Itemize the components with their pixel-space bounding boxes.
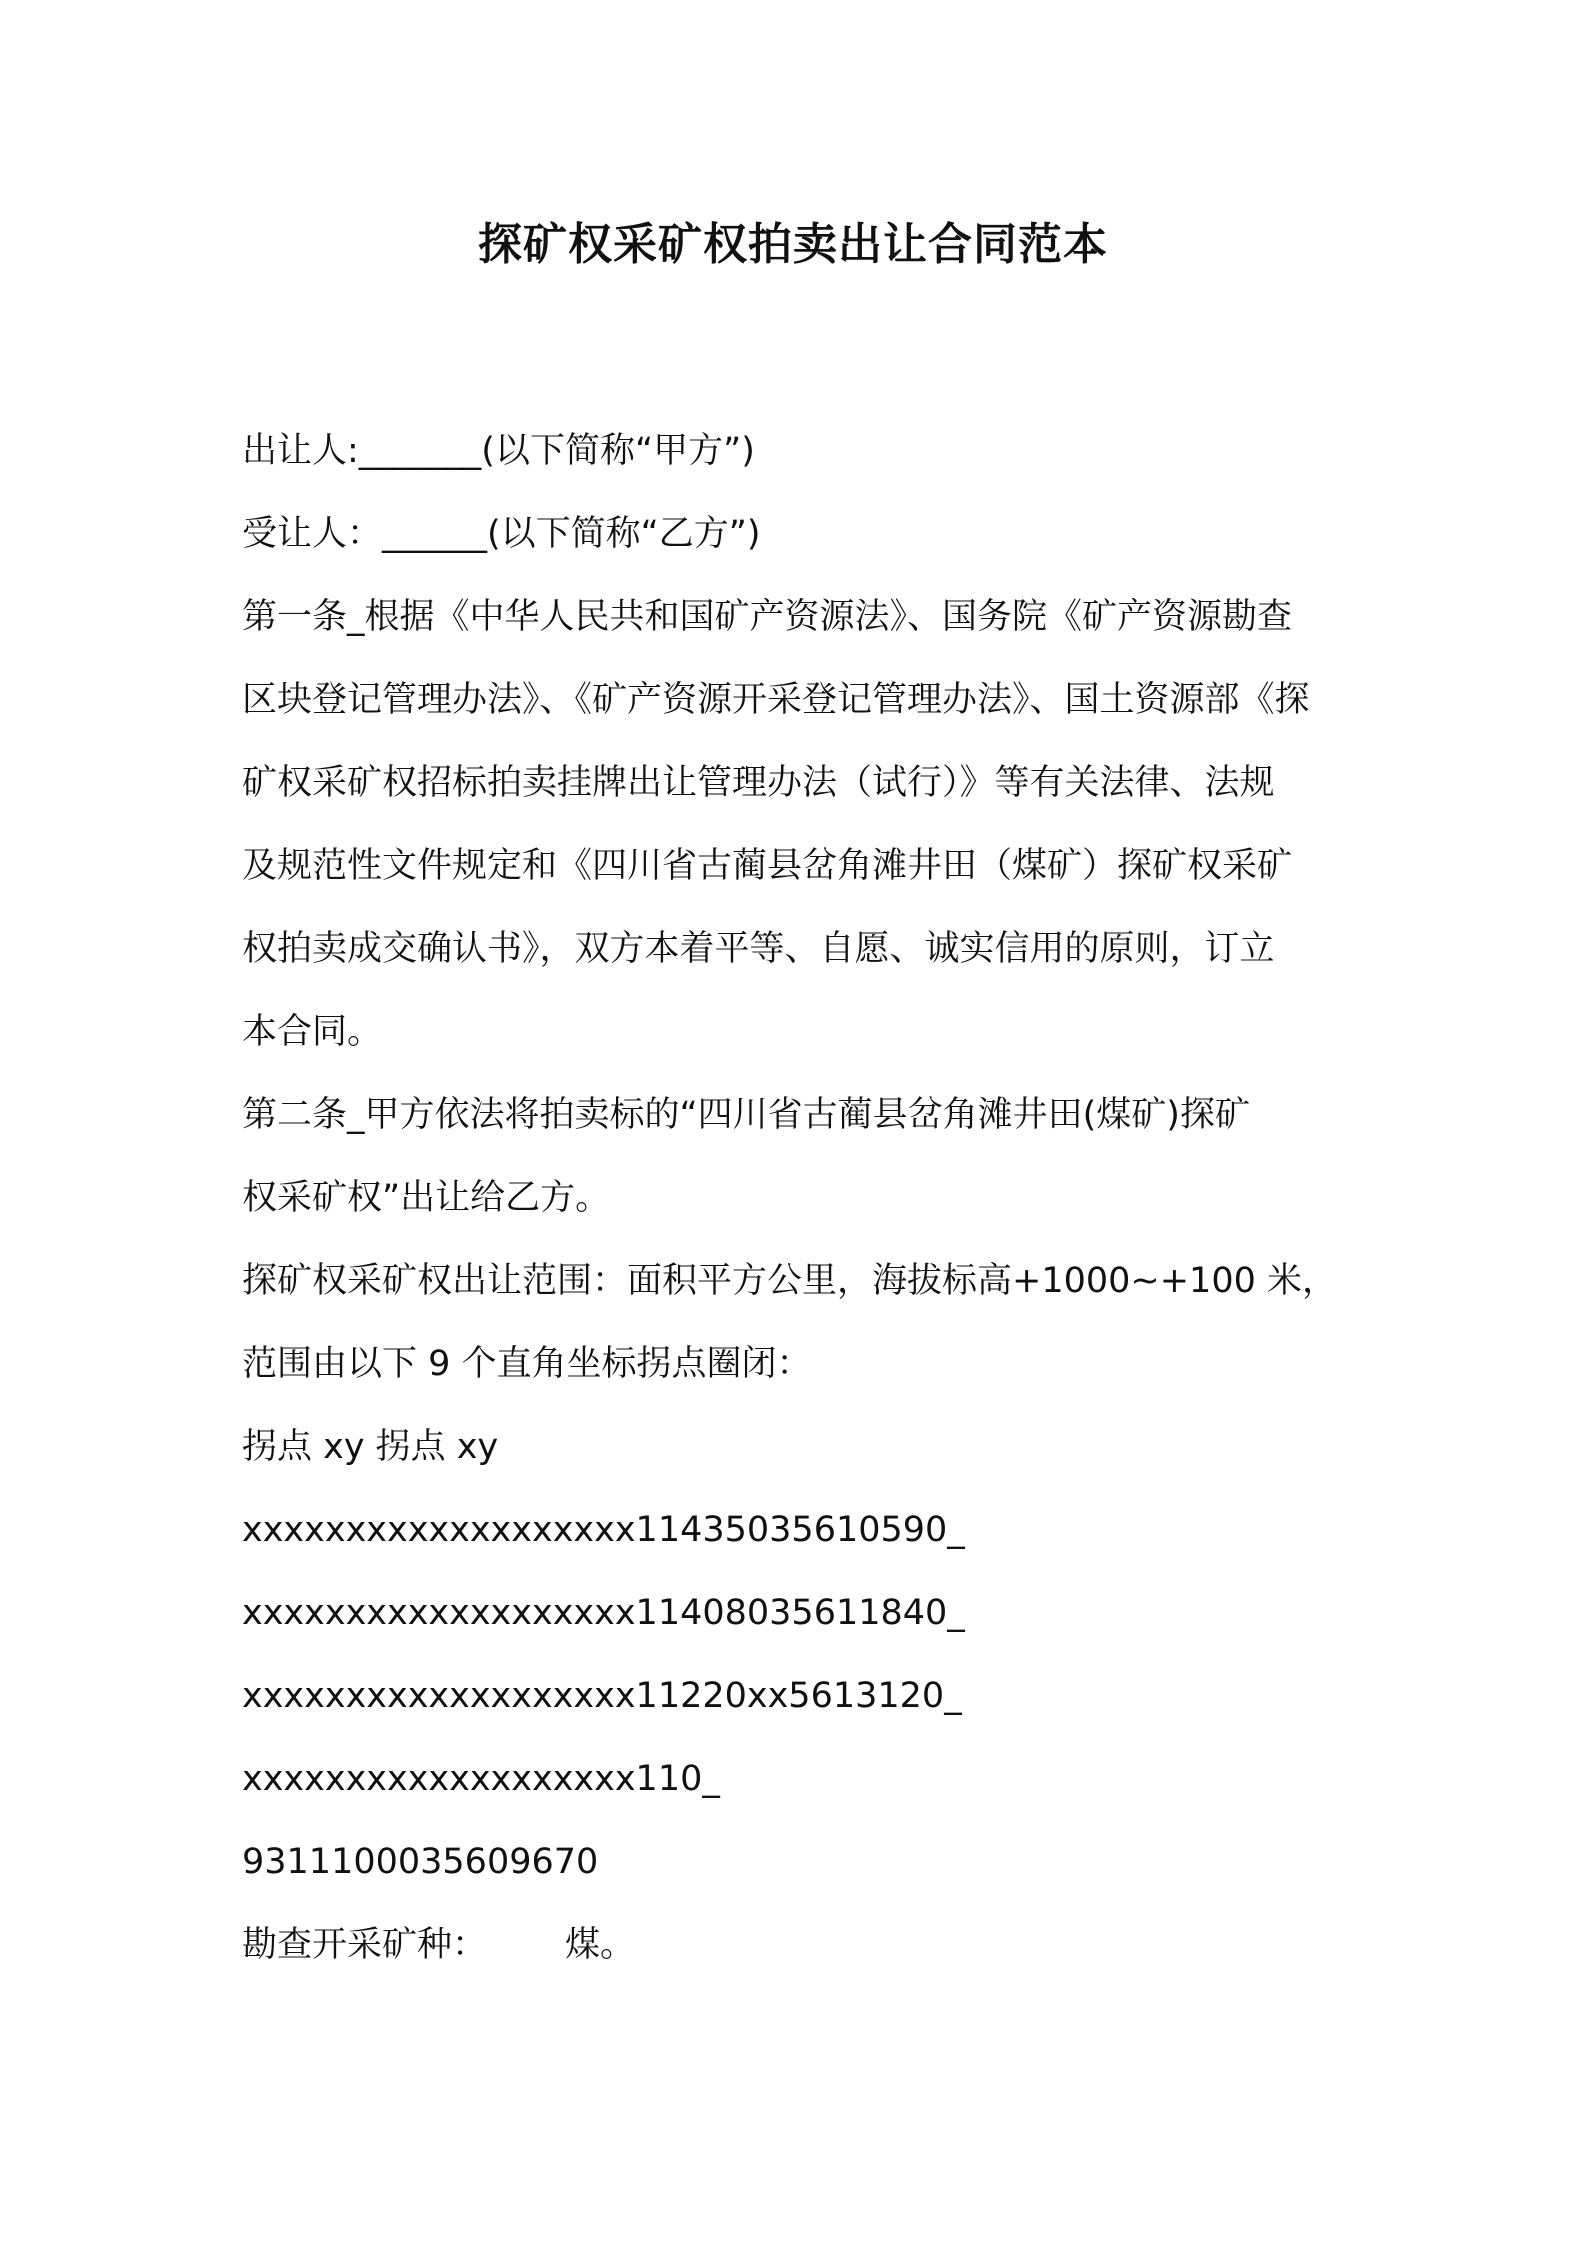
coordinate-header: 拐点 xy 拐点 xy [242, 1427, 499, 1467]
mineral-type-label: 勘查开采矿种： [242, 1925, 488, 1965]
coordinate-row: xxxxxxxxxxxxxxxxxxx110_ [242, 1759, 720, 1799]
article-1-line-2: 区块登记管理办法》、《矿产资源开采登记管理办法》、国土资源部《探 [242, 680, 1310, 720]
transferee-line: 受让人：______(以下简称“乙方”) [242, 514, 761, 554]
article-1-line-1: 第一条_根据《中华人民共和国矿产资源法》、国务院《矿产资源勘查 [242, 597, 1293, 637]
article-2-line-2: 权采矿权”出让给乙方。 [242, 1178, 611, 1218]
mineral-type-value: 煤。 [565, 1925, 636, 1965]
article-1-line-4: 及规范性文件规定和《四川省古蔺县岔角滩井田（煤矿）探矿权采矿 [242, 846, 1293, 886]
article-1-line-5: 权拍卖成交确认书》，双方本着平等、自愿、诚实信用的原则，订立 [242, 929, 1275, 969]
coordinate-row: 9311100035609670 [242, 1842, 599, 1882]
transferor-line: 出让人:_______(以下简称“甲方”) [242, 431, 755, 471]
mineral-type-line [242, 1904, 1352, 1987]
coordinate-row: xxxxxxxxxxxxxxxxxxx11435035610590_ [242, 1510, 965, 1550]
article-1-line-3: 矿权采矿权招标拍卖挂牌出让管理办法（试行）》等有关法律、法规 [242, 763, 1275, 803]
article-2-line-1: 第二条_甲方依法将拍卖标的“四川省古蔺县岔角滩井田(煤矿)探矿 [242, 1095, 1250, 1135]
coordinate-row: xxxxxxxxxxxxxxxxxxx11408035611840_ [242, 1593, 965, 1633]
scope-line-1: 探矿权采矿权出让范围：面积平方公里，海拔标高+1000~+100 米， [242, 1261, 1337, 1301]
scope-line-2: 范围由以下 9 个直角坐标拐点圈闭： [242, 1344, 812, 1384]
coordinate-row: xxxxxxxxxxxxxxxxxxx11220xx5613120_ [242, 1676, 962, 1716]
article-1-line-6: 本合同。 [242, 1012, 383, 1052]
document-title: 探矿权采矿权拍卖出让合同范本 [478, 219, 1108, 270]
document-body [242, 410, 1352, 1987]
